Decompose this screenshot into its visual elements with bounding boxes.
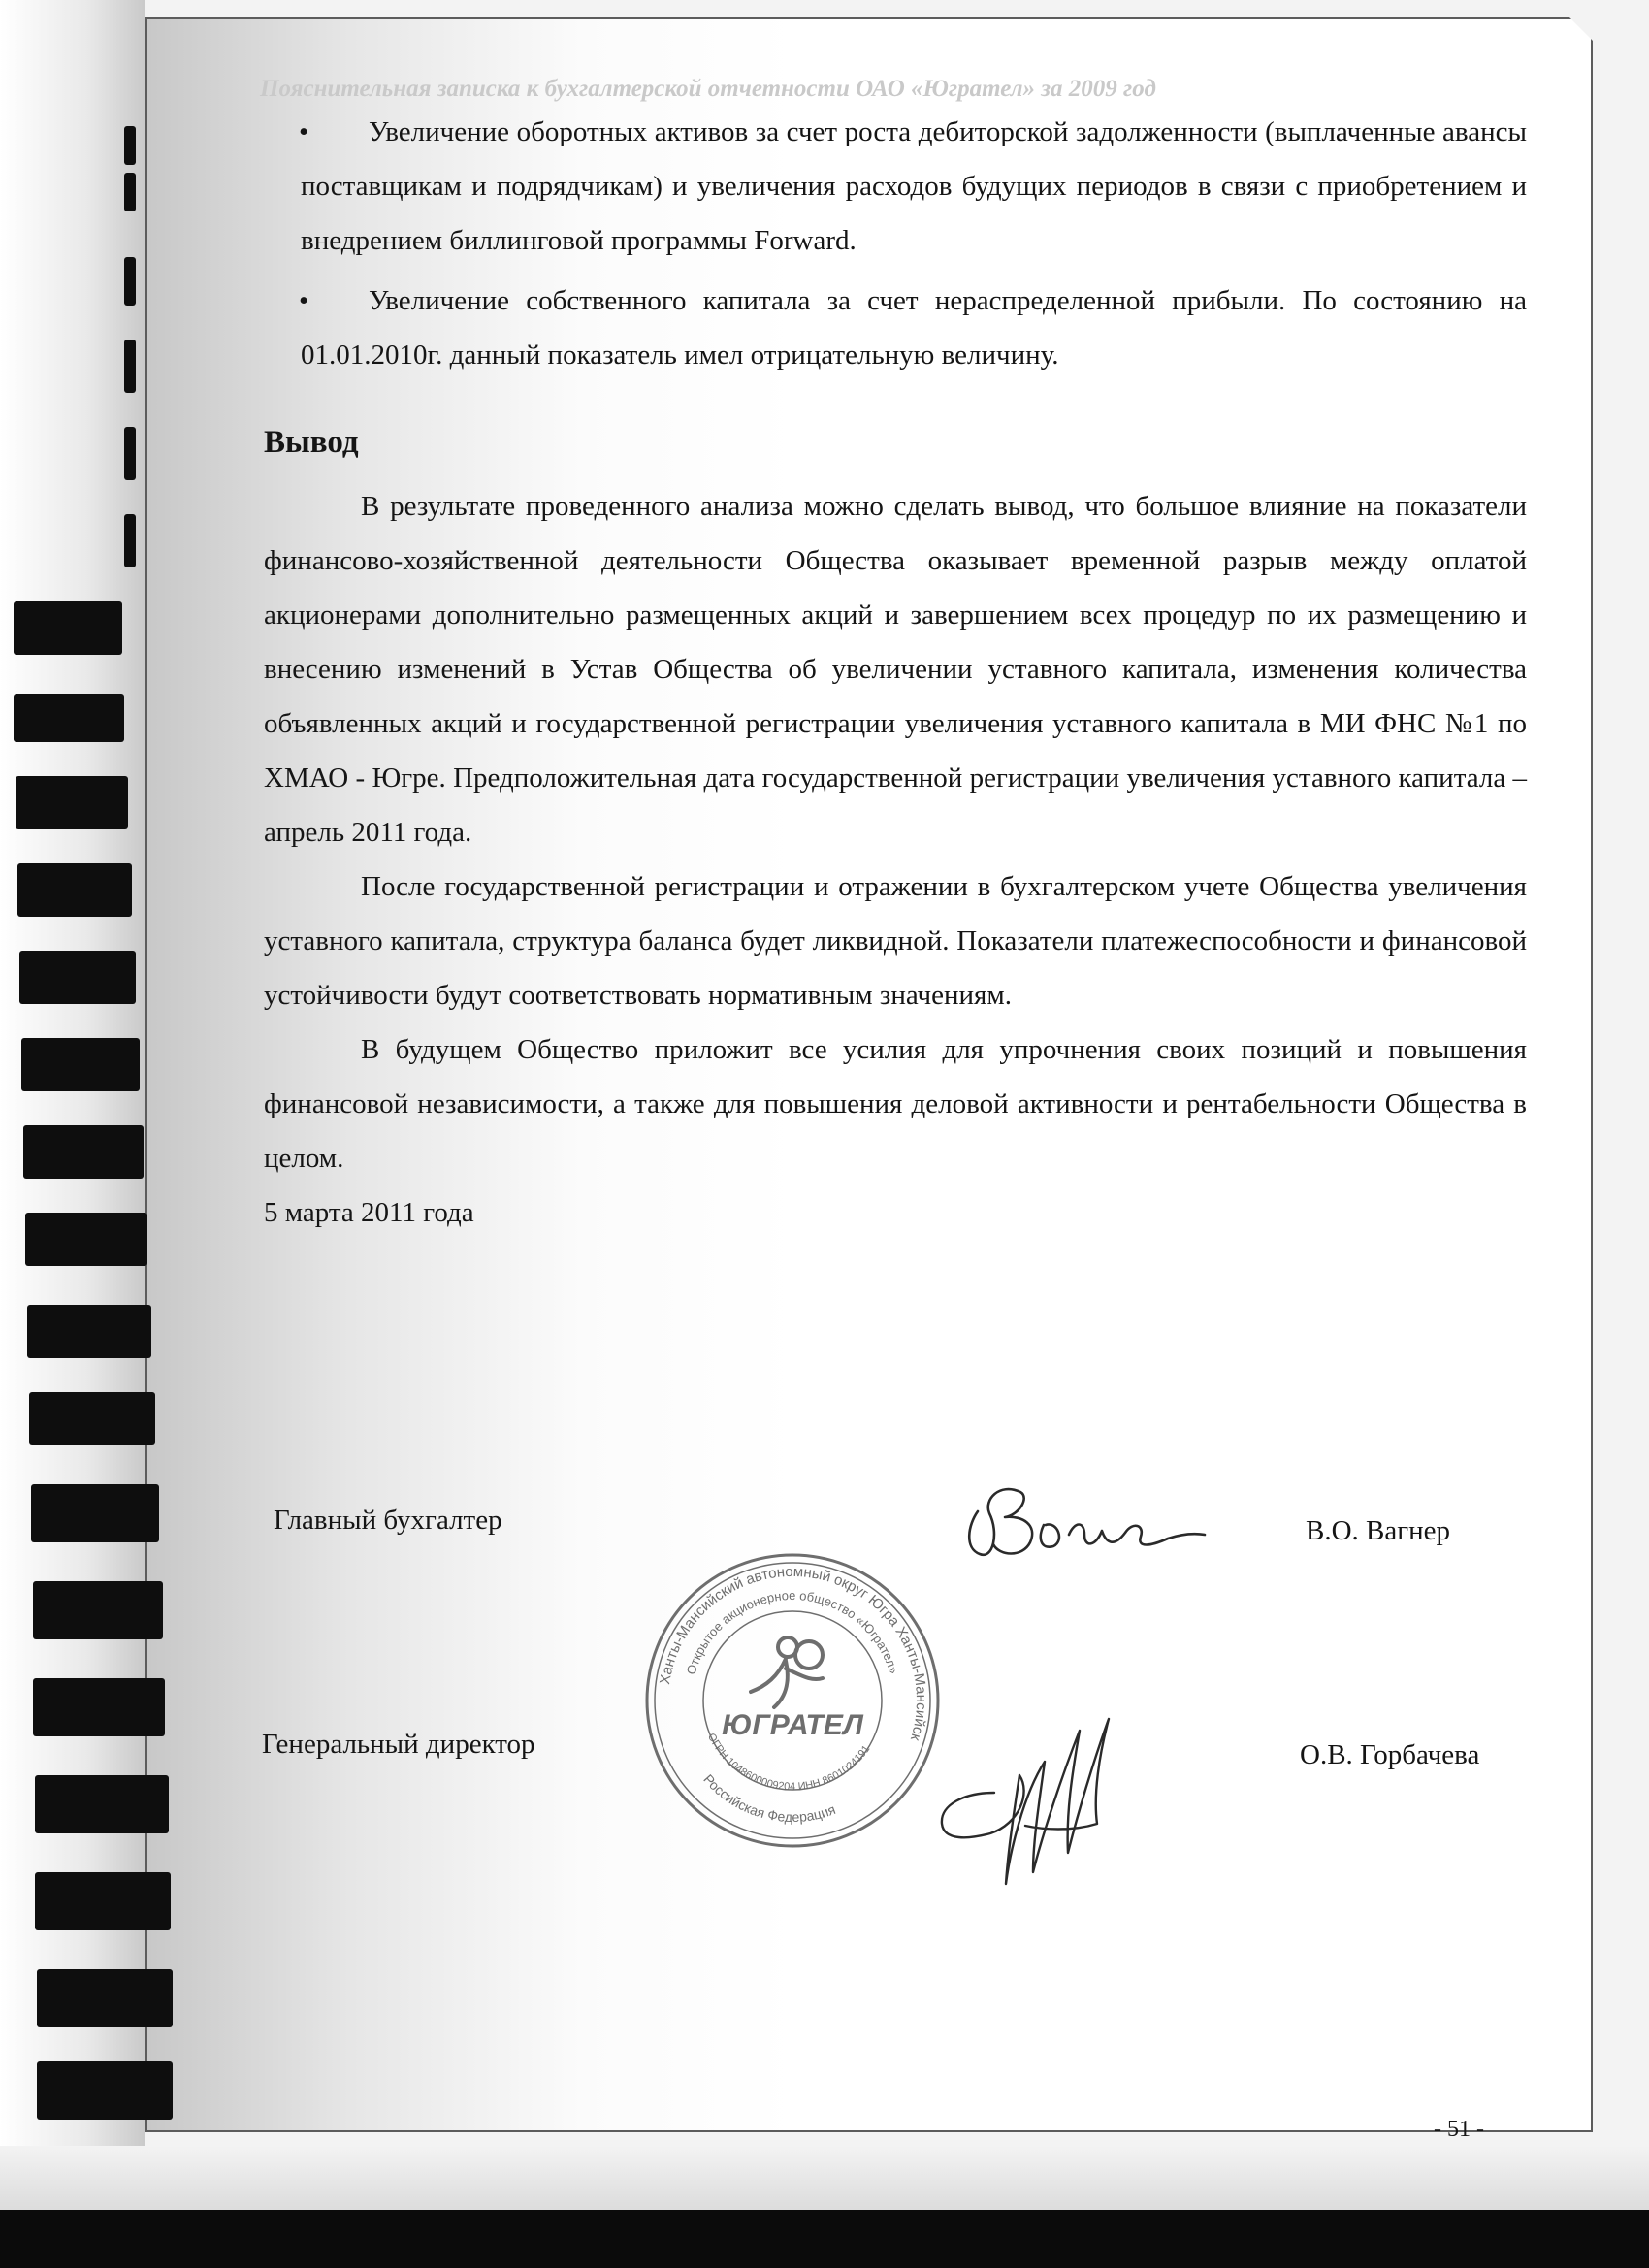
binder-tooth (25, 1213, 147, 1266)
scan-shadow-band (0, 2146, 1649, 2210)
stamp-ring-ids-text: ОГРН 1048600009204 ИНН 8601024191 (704, 1732, 873, 1794)
binder-tooth (14, 694, 124, 742)
binder-tooth (124, 173, 136, 211)
binder-tooth (35, 1775, 169, 1833)
scan-bottom-bar (0, 2210, 1649, 2268)
running-header: Пояснительная записка к бухгалтерской отчетности ОАО «Югрател» за 2009 год (260, 76, 1156, 102)
page-number: - 51 - (1434, 2117, 1484, 2142)
page-curl (1569, 17, 1604, 52)
binder-tooth (21, 1038, 140, 1091)
bullet-marker: • (299, 285, 309, 316)
binder-tooth (31, 1484, 159, 1542)
stamp-logo-icon (751, 1637, 823, 1707)
director-signature (926, 1669, 1149, 1892)
binder-tooth (37, 1969, 173, 2027)
binder-tooth (19, 951, 136, 1004)
binder-tooth (33, 1678, 165, 1736)
paragraph: После государственной регистрации и отражении в бухгалтерском учете Общества увеличения уставного капитала, структура баланса будет ликвидной. Показатели платежеспособности и финансовой устойчивости будут соответствовать нормативным значениям. (264, 871, 1527, 1011)
paragraph: В результате проведенного анализа можно сделать вывод, что большое влияние на показатели финансово-хозяйственной деятельности Общества оказывает временной разрыв между оплатой акционерами дополнительно размещенных акций и завершением всех процедур по их размещению и внесению изменений в Устав Общества об увеличении уставного капитала, изменения количества объявленных акций и государственной регистрации увеличения уставного капитала в МИ ФНС №1 по ХМАО - Югре. Предположительная дата государственной регистрации увеличения уставного капитала – апрель 2011 года. (264, 491, 1527, 848)
binder-tooth (14, 601, 122, 655)
chief-accountant-signature (960, 1465, 1212, 1571)
stamp-logo-text: ЮГРАТЕЛ (722, 1709, 863, 1741)
director-title: Генеральный директор (262, 1729, 535, 1760)
chief-accountant-name: В.О. Вагнер (1306, 1515, 1451, 1546)
company-stamp (642, 1550, 943, 1851)
binder-tooth (27, 1305, 151, 1358)
binder-tooth (35, 1872, 171, 1930)
binder-tooth (16, 776, 128, 829)
bullet-item (264, 274, 1527, 382)
binder-tooth (29, 1392, 155, 1445)
director-name: О.В. Горбачева (1300, 1739, 1480, 1770)
bullet-text: Увеличение оборотных активов за счет роста дебиторской задолженности (выплаченные авансы поставщикам и подрядчикам) и увеличения расходов будущих периодов в связи с приобретением и внедрением биллинговой программы Forward. (301, 116, 1527, 256)
bullet-item (264, 105, 1527, 268)
binder-tooth (124, 514, 136, 567)
binder-teeth (0, 0, 165, 2268)
binder-tooth (124, 257, 136, 306)
binder-tooth (17, 863, 132, 917)
binder-tooth (33, 1581, 163, 1639)
bullet-marker: • (299, 116, 309, 147)
document-body (264, 105, 1527, 1240)
stamp-ring-outer-text: Ханты-Мансийский автономный округ Югра Ханты-Мансийск (657, 1563, 930, 1743)
stamp-ring-bottom-text: Российская Федерация (700, 1770, 838, 1826)
binder-tooth (124, 340, 136, 393)
section-heading: Вывод (264, 425, 359, 460)
binder-tooth (124, 427, 136, 480)
binder-tooth (37, 2061, 173, 2120)
document-date: 5 марта 2011 года (264, 1197, 474, 1228)
bullet-text: Увеличение собственного капитала за счет нераспределенной прибыли. По состоянию на 01.01.2010г. данный показатель имел отрицательную величину. (301, 285, 1527, 371)
paragraph: В будущем Общество приложит все усилия для упрочнения своих позиций и повышения финансовой независимости, а также для повышения деловой активности и рентабельности Общества в целом. (264, 1034, 1527, 1174)
stamp-ring-inner-text: Открытое акционерное общество «Югрател» (683, 1587, 902, 1677)
binder-tooth (23, 1125, 144, 1179)
binder-tooth (124, 126, 136, 165)
chief-accountant-title: Главный бухгалтер (274, 1505, 502, 1536)
